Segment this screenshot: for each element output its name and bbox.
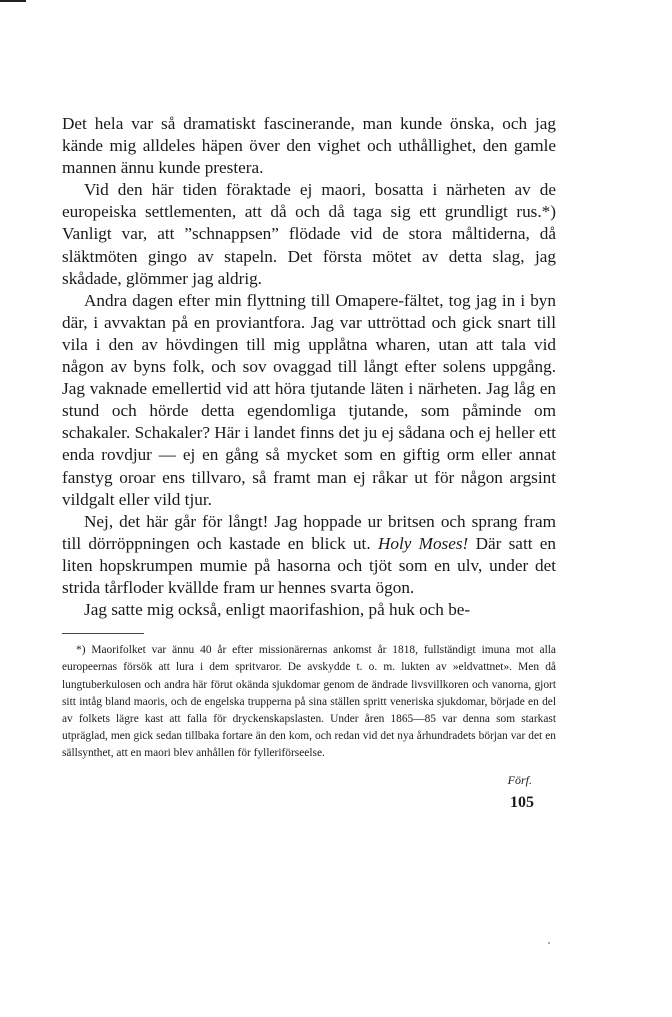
footnote: *) Maorifolket var ännu 40 år efter missionärernas ankomst år 1818, fullständigt imuna mot alla europeernas försök att lura i dem spritvaror. De avskydde t. o. m. lukten av »eldvattnet». Men då lungtuberkulosen och andra här förut okända sjukdomar genom de ändrade livsvillkoren och vanorna, gjort sitt intåg bland maoris, och de engelska trupperna på sina ställen spritt veneriska sjukdomar, började en del av folkets lägre kast att falla för dryckenskapslasten. Under åren 1865—85 var denna som starkast utpräglad, men gick sedan tillbaka fortare än den kom, och redan vid det nya århundradets början var det en sällsynthet, att en maori blev anhållen för fylleriförseelse. xyxy=(62,644,556,760)
scan-edge-mark xyxy=(0,0,26,2)
holy-moses-italic: Holy Moses! xyxy=(377,533,469,553)
page-number: 105 xyxy=(510,793,534,811)
paragraph-5: Jag satte mig också, enligt maorifashion, på huk och be- xyxy=(84,600,471,620)
paragraph-3: Andra dagen efter min flyttning till Omapere-fältet, tog jag in i byn där, i avvaktan på en proviantfora. Jag var uttröttad och gick snart till vila i den av hövdingen till mig upplåtna wharen, utan att tala vid någon av byns folk, och sov ovaggad till långt efter solens uppgång. Jag vaknade emellertid vid att höra tjutande läten i närheten. Jag låg en stund och hörde detta egendomliga tjutande, som påminde om schakaler. Schakaler? Här i landet finns det ju ej sådana och ej heller ett enda rovdjur — ej en gång så mycket som en giftig orm eller annat fanstyg oroar ens tillvaro, så framt man ej råkar ut för någon argsint vildgalt eller vild tjur. xyxy=(62,290,556,509)
scan-speck xyxy=(548,942,550,944)
main-text xyxy=(62,113,556,621)
paragraph-4 xyxy=(62,511,556,599)
paragraph-1: Det hela var så dramatiskt fascinerande, man kunde önska, och jag kände mig alldeles häpen över den vighet och uthållighet, den gamle mannen ännu kunde prestera. xyxy=(62,114,556,178)
paragraph-2: Vid den här tiden föraktade ej maori, bosatta i närheten av de europeiska settlementen, att då och då taga sig ett grundligt rus.*) Vanligt var, att ”schnappsen” flödade vid de stora måltiderna, då släktmöten gingo av stapeln. Det första mötet av detta slag, jag skådade, glömmer jag aldrig. xyxy=(62,180,556,288)
footnote-divider xyxy=(62,633,144,634)
paragraph-4-part-2: Där satt en liten hopskrumpen mumie på hasorna och tjöt som en ulv, under det strida tårfloder kvällde fram ur hennes svarta ögon. xyxy=(62,533,557,597)
footnote-signature: Förf. xyxy=(507,772,532,787)
paragraph-4-part-1: Nej, det här går för långt! Jag hoppade ur britsen och sprang fram till dörröppningen och kastade en blick ut. xyxy=(62,511,556,553)
book-page xyxy=(62,113,556,812)
